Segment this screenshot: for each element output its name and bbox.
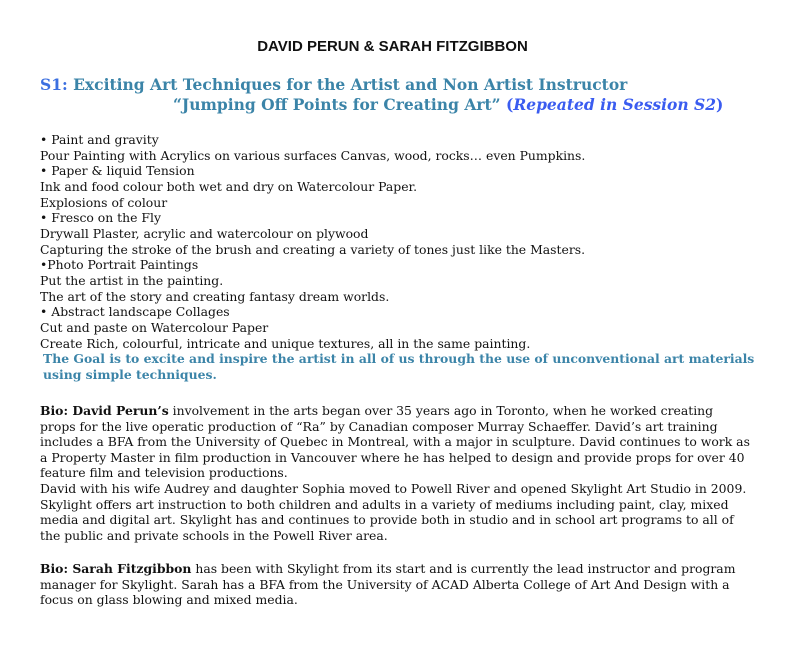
list-item: Ink and food colour both wet and dry on Watercolour Paper. (40, 178, 418, 194)
bio-sarah-text: has been with Skylight from its start and is currently the lead instructor and program manager for Skylight. Sarah has a BFA from the University of ACAD Alberta College of Art And Design with a focus on glass blowing and mixed media. (40, 561, 736, 608)
bio-david-paragraph-2: David with his wife Audrey and daughter Sophia moved to Powell River and opened Skylight Art Studio in 2009. Skylight offers art instruction to both children and adults in a variety of mediums including paint, clay, mixed media and digital art. Skylight has and continues to provide both in studio and in school art programs to all of the public and private schools in the Powell River area. (40, 480, 747, 543)
paren-close: ) (716, 95, 724, 114)
list-item: Capturing the stroke of the brush and creating a variety of tones just like the Masters. (40, 241, 586, 257)
session-code: S1: (40, 75, 68, 94)
list-item: Create Rich, colourful, intricate and unique textures, all in the same painting. (40, 335, 531, 351)
session-title: Exciting Art Techniques for the Artist and Non Artist Instructor (73, 75, 628, 94)
bio-david-text-1: involvement in the arts began over 35 years ago in Toronto, when he worked creating props for the live operatic production of “Ra” by Canadian composer Murray Schaeffer. David’s art training includes a BFA from the University of Quebec in Montreal, with a major in sculpture. David continues to work as a Property Master in film production in Vancouver where he has helped to design and provide props for over 40 feature film and television productions. (40, 403, 750, 481)
goal-statement: The Goal is to excite and inspire the artist in all of us through the use of unconventional art materials using simple techniques. (43, 351, 755, 382)
bio-david (40, 403, 752, 543)
list-item: • Paint and gravity (40, 132, 159, 147)
session-heading-line1 (40, 75, 760, 95)
page-title: DAVID PERUN & SARAH FITZGIBBON (257, 38, 528, 55)
session-heading (40, 75, 760, 115)
technique-list (40, 132, 780, 383)
bio-david-label: Bio: David Perun’s (40, 403, 169, 418)
session-heading-line2 (40, 95, 760, 115)
list-item: Cut and paste on Watercolour Paper (40, 319, 269, 335)
bio-david-paragraph-1 (40, 403, 752, 481)
list-item: Pour Painting with Acrylics on various surfaces Canvas, wood, rocks… even Pumpkins. (40, 147, 586, 163)
session-subtitle: “Jumping Off Points for Creating Art” (173, 95, 501, 114)
list-item: •Photo Portrait Paintings (40, 257, 199, 273)
bio-sarah (40, 561, 752, 608)
list-item: Drywall Plaster, acrylic and watercolour on plywood (40, 225, 369, 241)
list-item: • Abstract landscape Collages (40, 304, 230, 320)
list-item: • Fresco on the Fly (40, 210, 161, 226)
paren-open: ( (506, 95, 514, 114)
session-repeat-note: Repeated in Session S2 (513, 95, 717, 114)
list-item: Put the artist in the painting. (40, 272, 224, 288)
list-item: Explosions of colour (40, 194, 168, 210)
list-item: The art of the story and creating fantasy dream worlds. (40, 288, 390, 304)
list-item: • Paper & liquid Tension (40, 163, 195, 179)
bio-sarah-label: Bio: Sarah Fitzgibbon (40, 561, 192, 576)
